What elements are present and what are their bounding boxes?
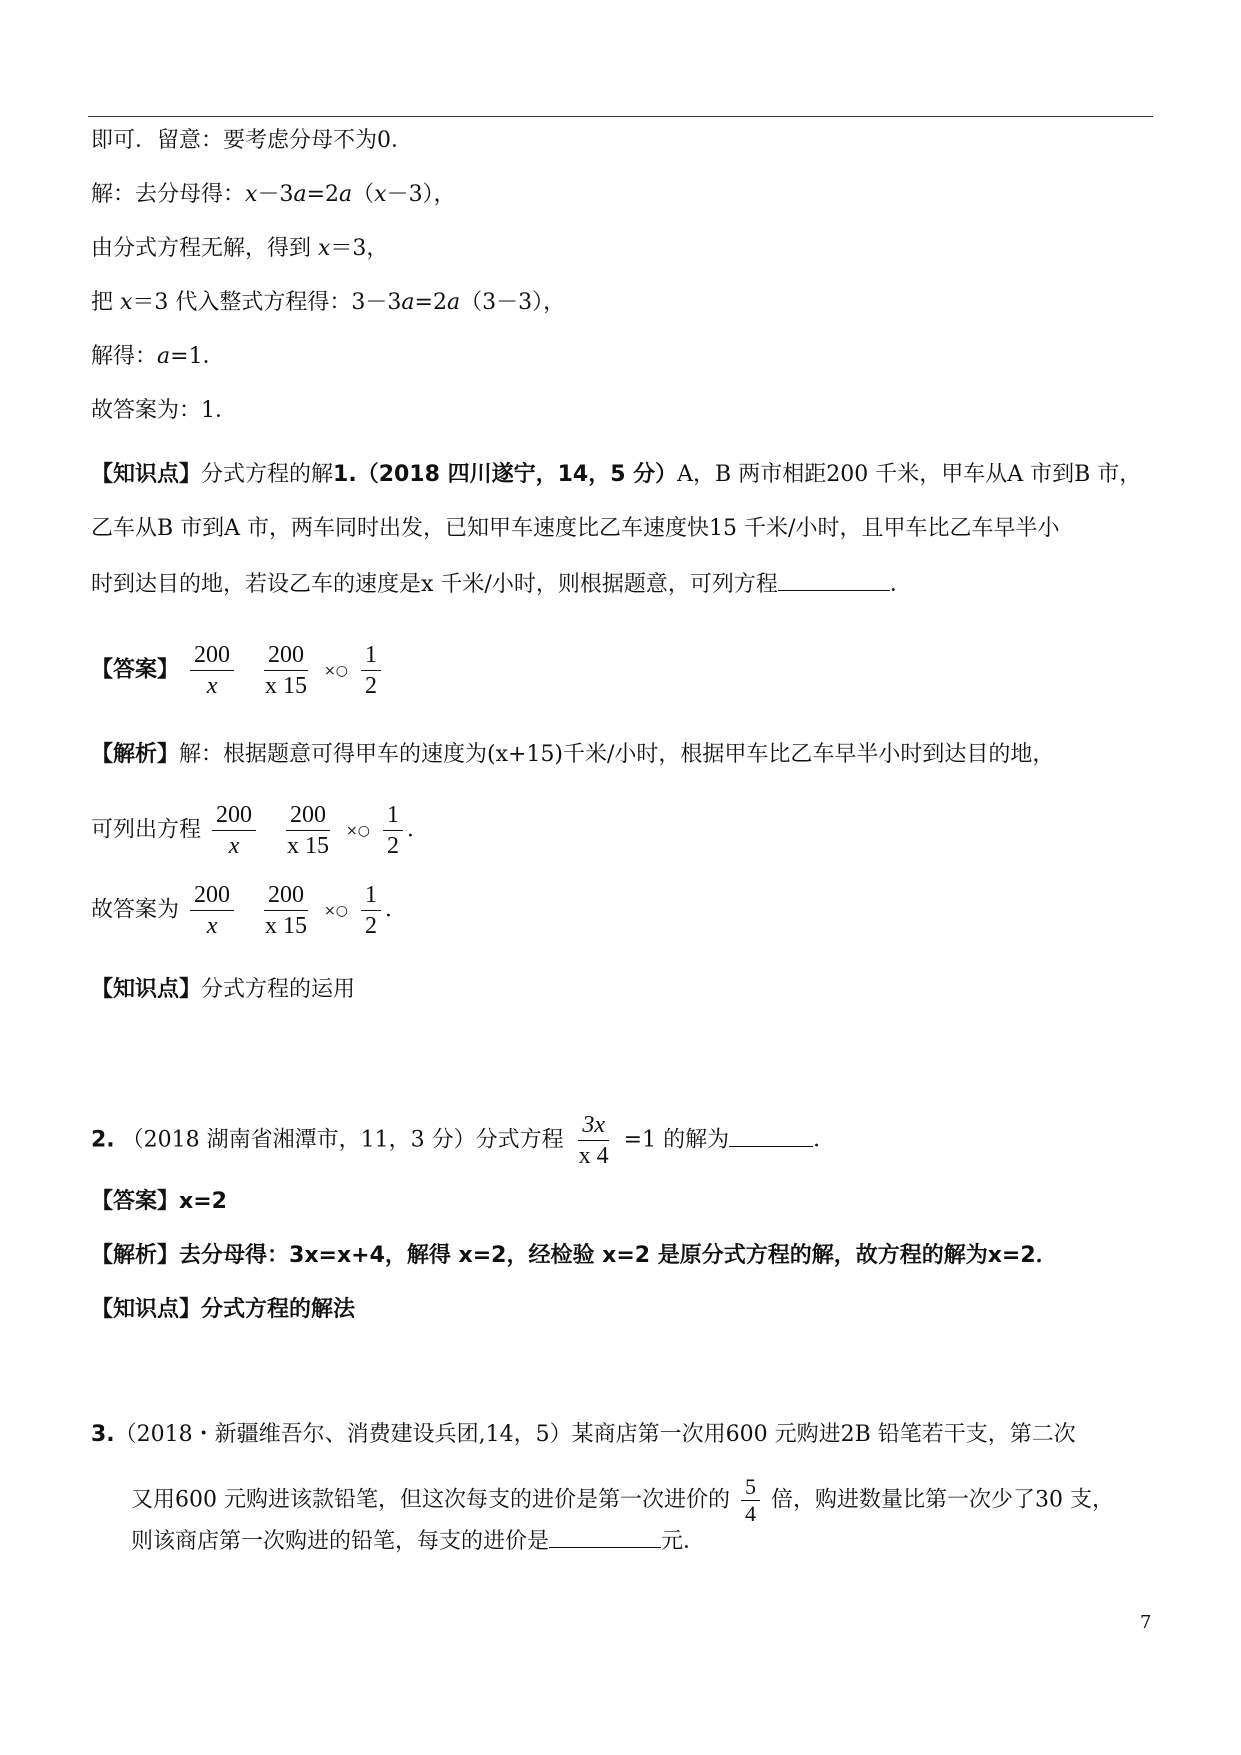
q1-so-answer: 故答案为 $\frac{200}{x}$ $\frac{200}{x 15}$ ×○ $\frac{1}{2}$ ． — [91, 882, 407, 939]
q3-line-3: 则该商店第一次购进的铅笔，每支的进价是 元． — [131, 1525, 705, 1557]
answer-blank[interactable] — [729, 1124, 813, 1147]
fraction: $\frac{1}{2}$ — [361, 880, 381, 941]
text-line: 由分式方程无解，得到 x＝3， — [91, 236, 389, 261]
text-line: 解：去分母得：x－3a=2a（x－3）， — [91, 182, 456, 207]
text-line: 故答案为：1． — [91, 398, 237, 423]
q1-knowledge: 【知识点】分式方程的运用 — [91, 977, 356, 1002]
answer-tag: 【答案】 — [91, 1189, 180, 1214]
equation-symbol: ×○ — [324, 902, 348, 919]
question-number: 3. — [91, 1422, 115, 1447]
text-line: 把 x＝3 代入整式方程得：3－3a=2a（3－3）， — [91, 290, 566, 315]
fraction: $\frac{3x}{x 4}$ — [578, 1112, 609, 1169]
answer-blank[interactable] — [549, 1525, 661, 1548]
answer-blank[interactable] — [778, 568, 890, 591]
analysis-tag: 【解析】 — [91, 1243, 180, 1268]
equation-symbol: ×○ — [324, 662, 348, 679]
question-number: 1.（2018 四川遂宁，14，5 分） — [333, 462, 678, 487]
fraction: $\frac{200}{x}$ — [190, 640, 234, 701]
q3-line-2: 又用600 元购进该款铅笔，但这次每支的进价是第一次进价的 $\frac{5}{4}$ 倍，购进数量比第一次少了30 支， — [131, 1474, 1114, 1526]
text-line: 解得：a=1． — [91, 344, 225, 369]
q1-line-2: 乙车从B 市到A 市，两车同时出发，已知甲车速度比乙车速度快15 千米/小时，且甲车比乙车早半小 — [91, 516, 1060, 541]
fraction: $\frac{200}{x 15}$ — [287, 802, 330, 859]
q1-answer — [91, 640, 385, 701]
fraction: $\frac{1}{2}$ — [361, 640, 381, 701]
equation-symbol: ×○ — [346, 822, 370, 839]
q3-line-1: 3.（2018・新疆维吾尔、消费建设兵团,14，5）某商店第一次用600 元购进2B 铅笔若干支，第二次 — [91, 1422, 1076, 1447]
header-rule — [88, 116, 1153, 117]
fraction: $\frac{200}{x}$ — [212, 800, 256, 861]
q1-analysis: 【解析】解：根据题意可得甲车的速度为(x+15)千米/小时，根据甲车比乙车早半小时到达目的地， — [91, 742, 1055, 767]
fraction: $\frac{200}{x}$ — [190, 880, 234, 941]
answer-tag: 【答案】 — [91, 657, 180, 683]
q1-line-3: 时到达目的地，若设乙车的速度是x 千米/小时，则根据题意，可列方程 ． — [91, 568, 912, 600]
question-number: 2. — [91, 1127, 115, 1153]
q1-equation-line: 可列出方程 $\frac{200}{x}$ $\frac{200}{x 15}$ ×○ $\frac{1}{2}$ ． — [91, 802, 429, 859]
q1-line-1: 【知识点】分式方程的解1.（2018 四川遂宁，14，5 分）A，B 两市相距200 千米，甲车从A 市到B 市， — [91, 462, 1142, 487]
fraction: $\frac{5}{4}$ — [741, 1474, 760, 1527]
page-number: 7 — [1140, 1612, 1152, 1633]
knowledge-tag: 【知识点】 — [91, 1297, 202, 1322]
fraction: $\frac{200}{x 15}$ — [265, 882, 308, 939]
q2-knowledge: 【知识点】分式方程的解法 — [91, 1297, 356, 1322]
fraction: $\frac{1}{2}$ — [383, 800, 403, 861]
analysis-tag: 【解析】 — [91, 742, 180, 767]
text-line: 即可．留意：要考虑分母不为0． — [91, 128, 413, 153]
q2-line: 2. （2018 湖南省湘潭市，11，3 分）分式方程 $\frac{3x}{x 4}$ =1 的解为 ． — [91, 1112, 836, 1169]
q2-answer: 【答案】x=2 — [91, 1189, 227, 1214]
knowledge-tag: 【知识点】 — [91, 977, 202, 1002]
fraction: $\frac{200}{x 15}$ — [265, 642, 308, 699]
q2-analysis: 【解析】去分母得：3x=x+4，解得 x=2，经检验 x=2 是原分式方程的解，故方程的解为x=2． — [91, 1243, 1058, 1268]
knowledge-tag: 【知识点】 — [91, 462, 202, 487]
